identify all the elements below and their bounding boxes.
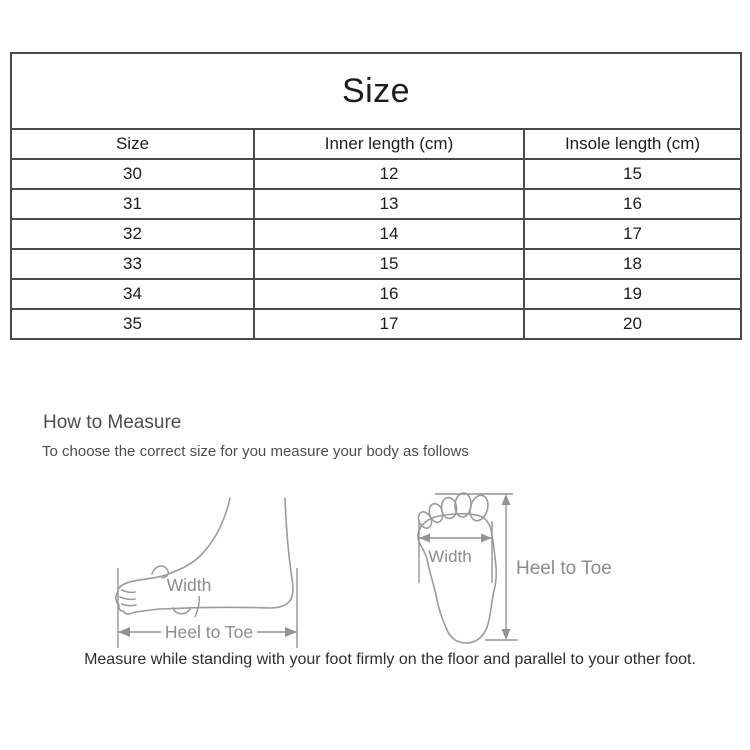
table-row <box>11 159 741 189</box>
table-cell: 34 <box>11 279 254 309</box>
side-heel-to-toe-label: Heel to Toe <box>164 622 254 642</box>
table-cell: 15 <box>254 249 524 279</box>
table-cell: 16 <box>524 189 741 219</box>
table-cell: 17 <box>524 219 741 249</box>
size-chart-table <box>10 52 742 340</box>
table-row <box>11 219 741 249</box>
table-header-row <box>11 129 741 159</box>
table-cell: 17 <box>254 309 524 339</box>
table-row <box>11 189 741 219</box>
table-cell: 14 <box>254 219 524 249</box>
table-cell: 19 <box>524 279 741 309</box>
table-cell: 13 <box>254 189 524 219</box>
table-row <box>11 309 741 339</box>
column-header: Size <box>11 129 254 159</box>
table-title-row <box>11 53 741 129</box>
table-cell: 20 <box>524 309 741 339</box>
column-header: Insole length (cm) <box>524 129 741 159</box>
top-heel-to-toe-label: Heel to Toe <box>516 558 612 579</box>
table-cell: 15 <box>524 159 741 189</box>
column-header: Inner length (cm) <box>254 129 524 159</box>
side-foot-diagram-icon <box>105 480 305 652</box>
table-cell: 30 <box>11 159 254 189</box>
how-to-measure-heading: How to Measure <box>43 412 182 433</box>
table-cell: 12 <box>254 159 524 189</box>
table-cell: 33 <box>11 249 254 279</box>
side-width-label: Width <box>166 575 212 595</box>
top-foot-diagram-icon <box>400 483 615 653</box>
table-row <box>11 249 741 279</box>
table-cell: 16 <box>254 279 524 309</box>
top-width-label: Width <box>428 547 472 566</box>
table-cell: 18 <box>524 249 741 279</box>
table-row <box>11 279 741 309</box>
measure-footnote: Measure while standing with your foot firmly on the floor and parallel to your other foot. <box>84 651 696 668</box>
table-cell: 31 <box>11 189 254 219</box>
table-cell: 32 <box>11 219 254 249</box>
table-cell: 35 <box>11 309 254 339</box>
how-to-measure-subheading: To choose the correct size for you measure your body as follows <box>42 443 469 460</box>
size-chart-title: Size <box>11 53 741 129</box>
